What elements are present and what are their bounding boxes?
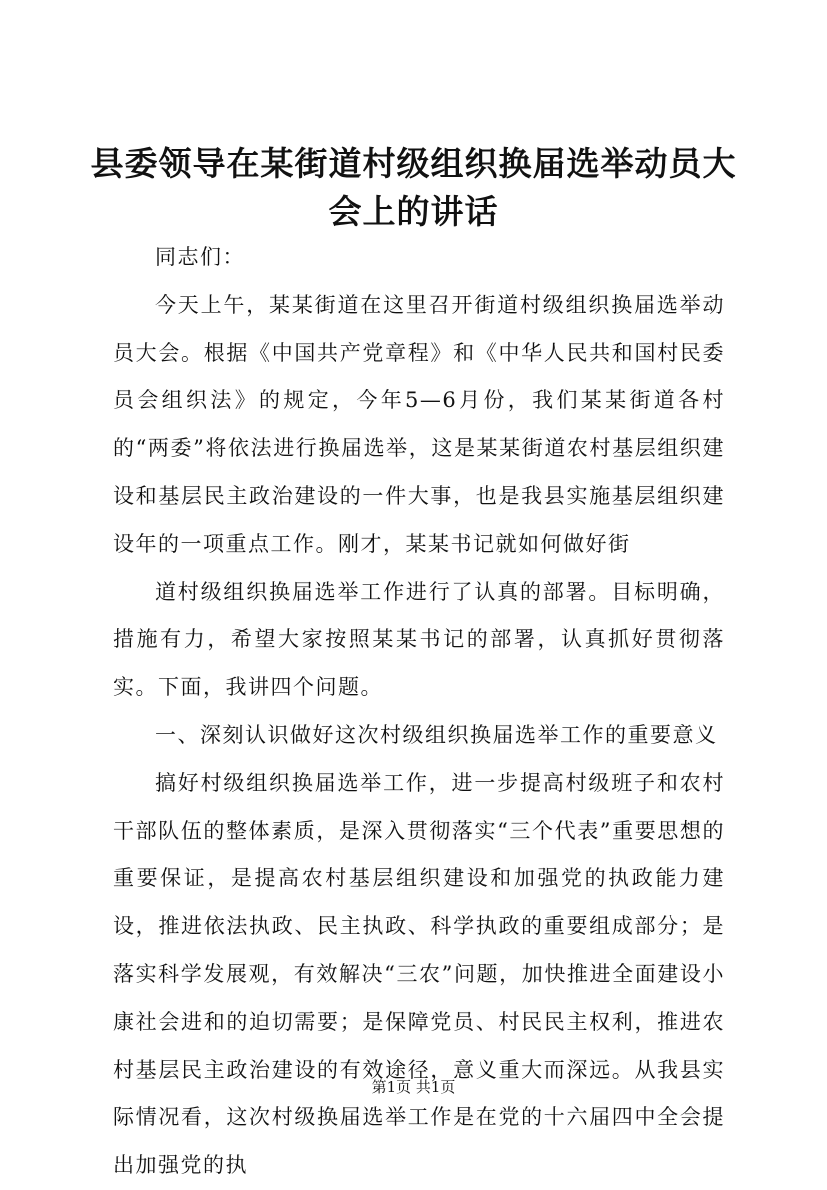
page-footer: 第1页 共1页 (371, 1078, 456, 1096)
salutation-paragraph: 同志们： (155, 245, 245, 269)
document-body (113, 234, 725, 1190)
body-paragraph: 道村级组织换届选举工作进行了认真的部署。目标明确，措施有力，希望大家按照某某书记的部署，认真抓好贯彻落实。下面，我讲四个问题。 (113, 579, 725, 700)
document-title: 县委领导在某街道村级组织换届选举动员大会上的讲话 (90, 144, 737, 231)
body-paragraph: 今天上午，某某街道在这里召开街道村级组织换届选举动员大会。根据《中国共产党章程》和《中华人民共和国村民委员会组织法》的规定，今年5—6月份，我们某某街道各村的“两委”将依法进行换届选举，这是某某街道农村基层组织建设和基层民主政治建设的一件大事，也是我县实施基层组织建设年的一项重点工作。刚才，某某书记就如何做好街 (113, 292, 725, 556)
body-paragraph: 搞好村级组织换届选举工作，进一步提高村级班子和农村干部队伍的整体素质，是深入贯彻落实“三个代表”重要思想的重要保证，是提高农村基层组织建设和加强党的执政能力建设，推进依法执政、民主执政、科学执政的重要组成部分；是落实科学发展观，有效解决“三农”问题，加快推进全面建设小康社会进和的迫切需要；是保障党员、村民民主权利，推进农村基层民主政治建设的有效途径，意义重大而深远。从我县实际情况看，这次村级换届选举工作是在党的十六届四中全会提出加强党的执 (113, 770, 725, 1178)
section-heading: 一、深刻认识做好这次村级组织换届选举工作的重要意义 (155, 722, 718, 747)
